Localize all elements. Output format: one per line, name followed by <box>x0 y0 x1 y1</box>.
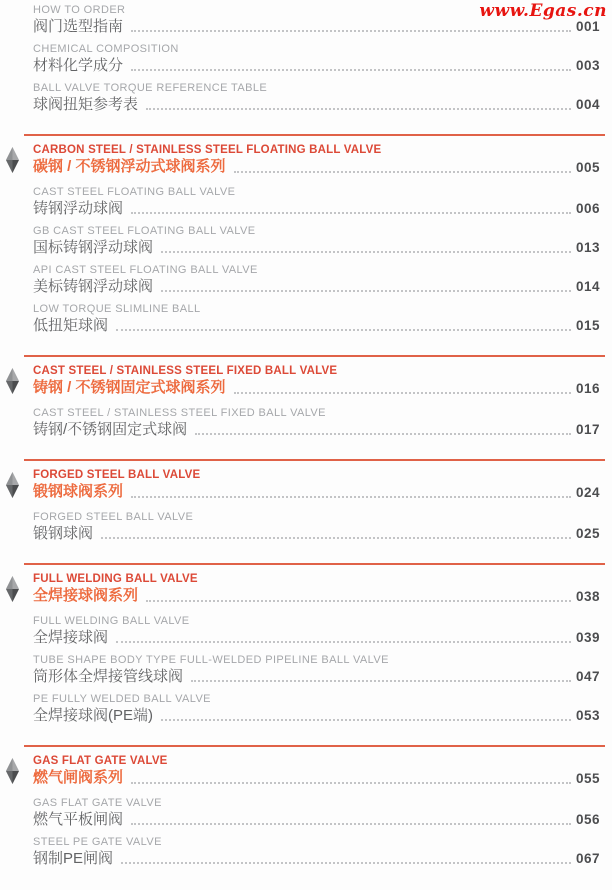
section-title-en: FULL WELDING BALL VALVE <box>33 573 198 585</box>
entry-title-zh: 全焊接球阀 <box>33 629 109 646</box>
entry-title-zh: 阀门选型指南 <box>33 18 124 35</box>
entry-title-zh: 美标铸钢浮动球阀 <box>33 278 154 295</box>
toc-section <box>0 573 612 725</box>
section-divider <box>24 745 605 747</box>
entry-page-number: 006 <box>575 201 600 216</box>
section-header <box>33 365 600 398</box>
entry-page-number: 001 <box>575 19 600 34</box>
entry-title-en: CAST STEEL FLOATING BALL VALVE <box>33 186 236 198</box>
entry-page-number: 015 <box>575 318 600 333</box>
entry-page-number: 003 <box>575 58 600 73</box>
leader-dots <box>234 171 571 173</box>
entry-page-number: 047 <box>575 669 600 684</box>
leader-dots <box>195 433 571 435</box>
toc-section <box>0 469 612 543</box>
toc-entry <box>33 4 600 36</box>
entry-title-zh: 铸钢/不锈钢固定式球阀 <box>33 421 188 438</box>
entry-title-en: LOW TORQUE SLIMLINE BALL <box>33 303 201 315</box>
watermark-url: www.Egas.cn <box>479 1 607 21</box>
entry-title-en: API CAST STEEL FLOATING BALL VALVE <box>33 264 258 276</box>
section-header <box>33 144 600 177</box>
toc-entry <box>33 511 600 543</box>
diamond-bullet-icon <box>6 147 19 173</box>
leader-dots <box>234 392 571 394</box>
entry-title-en: HOW TO ORDER <box>33 4 126 16</box>
diamond-bullet-icon <box>6 758 19 784</box>
leader-dots <box>131 69 571 71</box>
table-of-contents <box>0 4 612 875</box>
leader-dots <box>161 719 571 721</box>
section-title-zh: 燃气闸阀系列 <box>33 769 124 786</box>
section-header <box>33 755 600 788</box>
section-divider <box>24 459 605 461</box>
leader-dots <box>131 496 571 498</box>
entry-title-zh: 锻钢球阀 <box>33 525 94 542</box>
leader-dots <box>101 537 571 539</box>
section-page-number: 038 <box>575 589 600 604</box>
entry-page-number: 039 <box>575 630 600 645</box>
toc-entry <box>33 225 600 257</box>
section-header <box>33 469 600 502</box>
section-title-en: FORGED STEEL BALL VALVE <box>33 469 201 481</box>
toc-entry <box>33 186 600 218</box>
entry-title-en: STEEL PE GATE VALVE <box>33 836 162 848</box>
section-divider <box>24 134 605 136</box>
leader-dots <box>146 600 571 602</box>
section-page-number: 055 <box>575 771 600 786</box>
entry-title-zh: 球阀扭矩参考表 <box>33 96 139 113</box>
entry-title-zh: 全焊接球阀(PE端) <box>33 707 154 724</box>
section-title-en: CARBON STEEL / STAINLESS STEEL FLOATING BALL VALVE <box>33 144 382 156</box>
entry-title-en: GB CAST STEEL FLOATING BALL VALVE <box>33 225 256 237</box>
entry-title-en: TUBE SHAPE BODY TYPE FULL-WELDED PIPELINE BALL VALVE <box>33 654 389 666</box>
leader-dots <box>161 251 571 253</box>
leader-dots <box>116 641 571 643</box>
diamond-bullet-icon <box>6 576 19 602</box>
entry-title-en: GAS FLAT GATE VALVE <box>33 797 162 809</box>
toc-section <box>0 144 612 335</box>
section-divider <box>24 563 605 565</box>
entry-title-en: CHEMICAL COMPOSITION <box>33 43 179 55</box>
toc-entry <box>33 615 600 647</box>
toc-entry <box>33 797 600 829</box>
toc-entry <box>33 303 600 335</box>
section-header <box>33 573 600 606</box>
toc-section <box>0 755 612 868</box>
entry-page-number: 056 <box>575 812 600 827</box>
toc-entry <box>33 407 600 439</box>
entry-page-number: 067 <box>575 851 600 866</box>
leader-dots <box>191 680 571 682</box>
diamond-bullet-icon <box>6 368 19 394</box>
toc-entry <box>33 654 600 686</box>
entry-title-en: BALL VALVE TORQUE REFERENCE TABLE <box>33 82 268 94</box>
entry-title-zh: 筒形体全焊接管线球阀 <box>33 668 184 685</box>
entry-page-number: 025 <box>575 526 600 541</box>
section-divider <box>24 355 605 357</box>
entry-title-zh: 燃气平板闸阀 <box>33 811 124 828</box>
leader-dots <box>161 290 571 292</box>
leader-dots <box>146 108 571 110</box>
entry-title-zh: 材料化学成分 <box>33 57 124 74</box>
entry-title-zh: 钢制PE闸阀 <box>33 850 114 867</box>
toc-entry <box>33 264 600 296</box>
entry-title-en: PE FULLY WELDED BALL VALVE <box>33 693 211 705</box>
entry-page-number: 017 <box>575 422 600 437</box>
entry-title-zh: 铸钢浮动球阀 <box>33 200 124 217</box>
entry-title-zh: 国标铸钢浮动球阀 <box>33 239 154 256</box>
toc-entry <box>33 693 600 725</box>
entry-title-en: CAST STEEL / STAINLESS STEEL FIXED BALL VALVE <box>33 407 326 419</box>
section-title-zh: 锻钢球阀系列 <box>33 483 124 500</box>
leader-dots <box>131 782 571 784</box>
leader-dots <box>131 823 571 825</box>
leader-dots <box>116 329 571 331</box>
toc-section <box>0 365 612 439</box>
entry-page-number: 004 <box>575 97 600 112</box>
entry-page-number: 053 <box>575 708 600 723</box>
toc-entry <box>33 43 600 75</box>
section-title-zh: 全焊接球阀系列 <box>33 587 139 604</box>
section-page-number: 005 <box>575 160 600 175</box>
toc-section <box>0 4 612 114</box>
section-page-number: 024 <box>575 485 600 500</box>
entry-title-en: FULL WELDING BALL VALVE <box>33 615 190 627</box>
leader-dots <box>131 212 571 214</box>
section-title-en: GAS FLAT GATE VALVE <box>33 755 168 767</box>
diamond-bullet-icon <box>6 472 19 498</box>
section-page-number: 016 <box>575 381 600 396</box>
section-title-zh: 铸钢 / 不锈钢固定式球阀系列 <box>33 379 226 396</box>
toc-entry <box>33 836 600 868</box>
toc-entry <box>33 82 600 114</box>
entry-title-en: FORGED STEEL BALL VALVE <box>33 511 194 523</box>
section-title-en: CAST STEEL / STAINLESS STEEL FIXED BALL VALVE <box>33 365 338 377</box>
entry-page-number: 013 <box>575 240 600 255</box>
leader-dots <box>131 30 571 32</box>
leader-dots <box>121 862 571 864</box>
entry-title-zh: 低扭矩球阀 <box>33 317 109 334</box>
section-title-zh: 碳钢 / 不锈钢浮动式球阀系列 <box>33 158 226 175</box>
entry-page-number: 014 <box>575 279 600 294</box>
